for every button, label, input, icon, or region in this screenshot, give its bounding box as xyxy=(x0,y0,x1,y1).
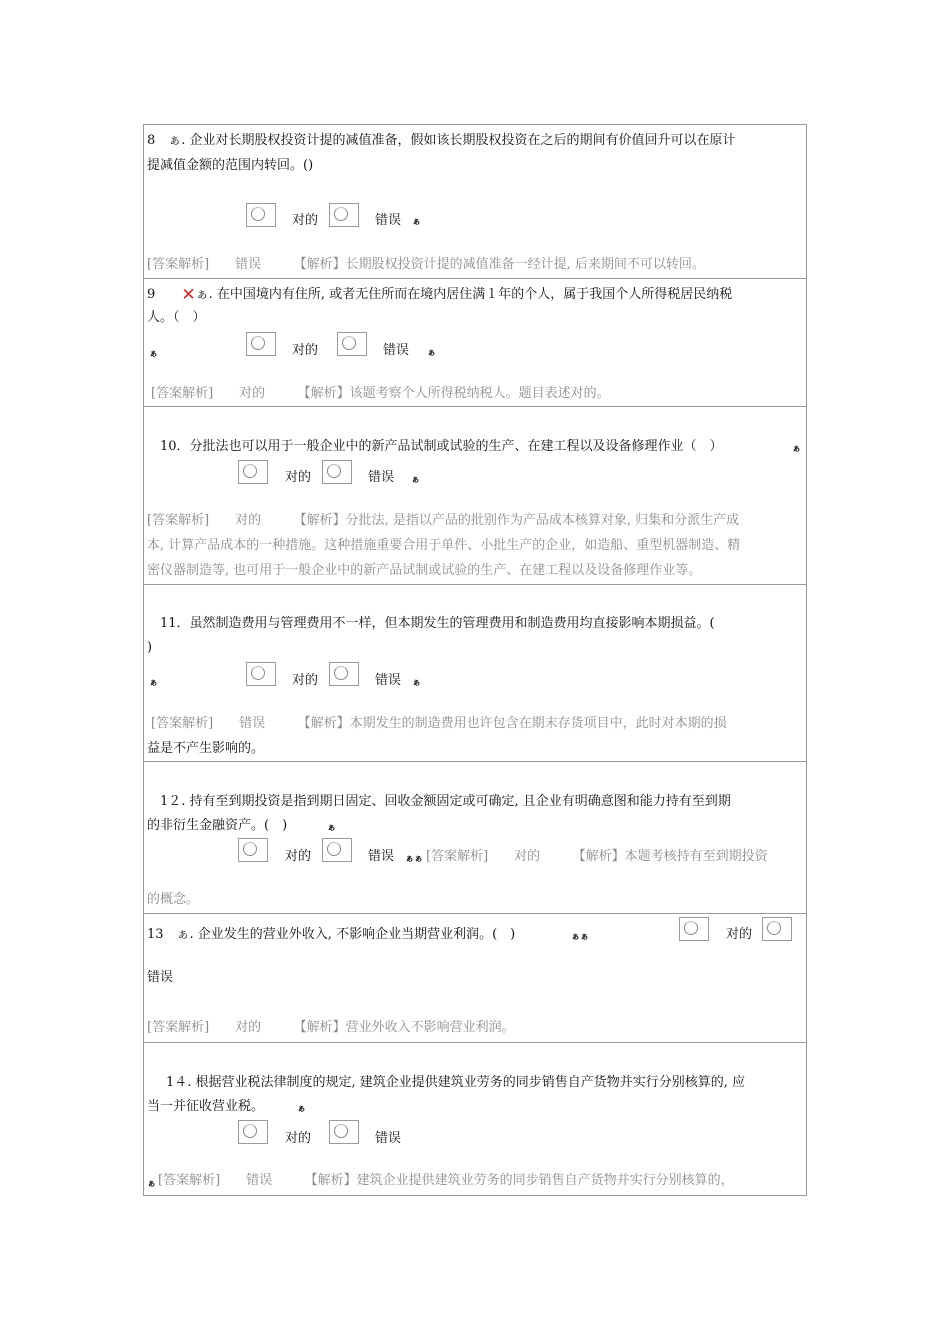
question-text-line: 提减值金额的范围内转回。() xyxy=(147,158,314,173)
artifact-mark: ぁ xyxy=(427,348,437,358)
artifact-mark: ぁ xyxy=(297,1104,307,1114)
true-radio[interactable] xyxy=(238,838,268,862)
question-text-line: 当一并征收营业税。 xyxy=(147,1099,265,1114)
question-text-line: 11．虽然制造费用与管理费用不一样，但本期发生的管理费用和制造费用均直接影响本期损益。( xyxy=(160,616,715,631)
true-radio[interactable] xyxy=(246,662,276,686)
answer-analysis: [答案解析] 错误 【解析】建筑企业提供建筑业劳务的同步销售自产货物并实行分别核算的， xyxy=(158,1173,734,1188)
true-radio[interactable] xyxy=(246,332,276,356)
true-label: 对的 xyxy=(285,849,312,864)
answer-analysis: [答案解析] 对的 【解析】本题考核持有至到期投资 xyxy=(426,849,768,864)
answer-analysis: [答案解析] 对的 【解析】分批法, 是指以产品的批别作为产品成本核算对象, 归集和分派生产成 xyxy=(147,513,740,528)
question-text: 10．分批法也可以用于一般企业中的新产品试制或试验的生产、在建工程以及设备修理作业（ ） xyxy=(160,439,723,454)
question-14 xyxy=(144,1043,806,1196)
false-label: 错误 xyxy=(375,213,402,228)
artifact-mark: ぁぁ xyxy=(571,932,590,942)
question-10 xyxy=(144,407,806,585)
answer-analysis: 的概念。 xyxy=(147,892,200,907)
answer-analysis: 益是不产生影响的。 xyxy=(147,741,265,756)
true-label: 对的 xyxy=(285,1131,312,1146)
artifact-mark: ぁ xyxy=(327,823,337,833)
question-sheet xyxy=(143,124,807,1196)
artifact-mark: ぁ xyxy=(149,678,159,688)
question-11 xyxy=(144,585,806,762)
false-label: 错误 xyxy=(375,673,402,688)
answer-analysis: 本, 计算产品成本的一种措施。这种措施重要合用于单件、小批生产的企业，如造船、重型机器制造、精 xyxy=(147,538,741,553)
false-label: 错误 xyxy=(375,1131,402,1146)
false-radio[interactable] xyxy=(329,203,359,227)
false-radio[interactable] xyxy=(337,332,367,356)
true-radio[interactable] xyxy=(679,917,709,941)
artifact-mark: ぁぁ xyxy=(405,854,424,864)
question-12 xyxy=(144,762,806,914)
true-label: 对的 xyxy=(292,343,319,358)
false-radio[interactable] xyxy=(322,460,352,484)
answer-analysis: [答案解析] 对的 【解析】营业外收入不影响营业利润。 xyxy=(147,1020,515,1035)
artifact-mark: ぁ xyxy=(412,678,422,688)
true-label: 对的 xyxy=(292,673,319,688)
question-text-line: 1４. 根据营业税法律制度的规定, 建筑企业提供建筑业劳务的同步销售自产货物并实行分别核算的, 应 xyxy=(166,1075,746,1090)
false-radio[interactable] xyxy=(762,917,792,941)
question-number: 9 xyxy=(147,287,156,302)
answer-analysis: [答案解析] 错误 【解析】本期发生的制造费用也许包含在期末存货项目中，此时对本期的损 xyxy=(151,716,727,731)
artifact-mark: ぁ xyxy=(792,444,802,454)
true-radio[interactable] xyxy=(238,460,268,484)
question-text-line xyxy=(160,437,723,457)
question-text-line: 8 ぁ. 企业对长期股权投资计提的减值准备，假如该长期股权投资在之后的期间有价值回升可以在原计 xyxy=(147,133,736,148)
question-text-line xyxy=(147,285,732,305)
false-radio[interactable] xyxy=(329,662,359,686)
false-label: 错误 xyxy=(368,470,395,485)
false-label: 错误 xyxy=(383,343,410,358)
answer-analysis: 密仪器制造等, 也可用于一般企业中的新产品试制或试验的生产、在建工程以及设备修理作业等。 xyxy=(147,563,702,578)
answer-analysis: [答案解析] 错误 【解析】长期股权投资计提的减值准备一经计提, 后来期间不可以转回。 xyxy=(147,257,705,272)
false-label: 错误 xyxy=(147,970,174,985)
answer-analysis: [答案解析] 对的 【解析】该题考察个人所得税纳税人。题目表述对的。 xyxy=(151,386,610,401)
question-13 xyxy=(144,914,806,1043)
question-text: ぁ. 在中国境内有住所, 或者无住所而在境内居住满１年的个人，属于我国个人所得税居民纳税 xyxy=(195,287,733,302)
true-radio[interactable] xyxy=(238,1120,268,1144)
question-text-line: ) xyxy=(147,640,153,655)
artifact-mark: ぁ xyxy=(411,475,421,485)
artifact-mark: ぁ xyxy=(412,217,422,227)
true-label: 对的 xyxy=(292,213,319,228)
true-radio[interactable] xyxy=(246,203,276,227)
artifact-mark: ぁ xyxy=(149,349,159,359)
true-label: 对的 xyxy=(285,470,312,485)
false-label: 错误 xyxy=(368,849,395,864)
question-text-line: 1２. 持有至到期投资是指到期日固定、回收金额固定或可确定, 且企业有明确意图和能力持有至到期 xyxy=(160,794,731,809)
false-radio[interactable] xyxy=(322,838,352,862)
question-9 xyxy=(144,279,806,407)
false-radio[interactable] xyxy=(329,1120,359,1144)
artifact-mark: ぁ xyxy=(147,1179,157,1189)
question-text-line: 的非衍生金融资产。( ) xyxy=(147,818,288,833)
true-label: 对的 xyxy=(726,927,753,942)
question-8 xyxy=(144,125,806,279)
wrong-mark-icon: ✕ xyxy=(181,285,196,305)
question-text-line: 人。（ ） xyxy=(147,310,206,325)
question-text-line: 13 ぁ. 企业发生的营业外收入, 不影响企业当期营业利润。( ) xyxy=(147,927,516,942)
